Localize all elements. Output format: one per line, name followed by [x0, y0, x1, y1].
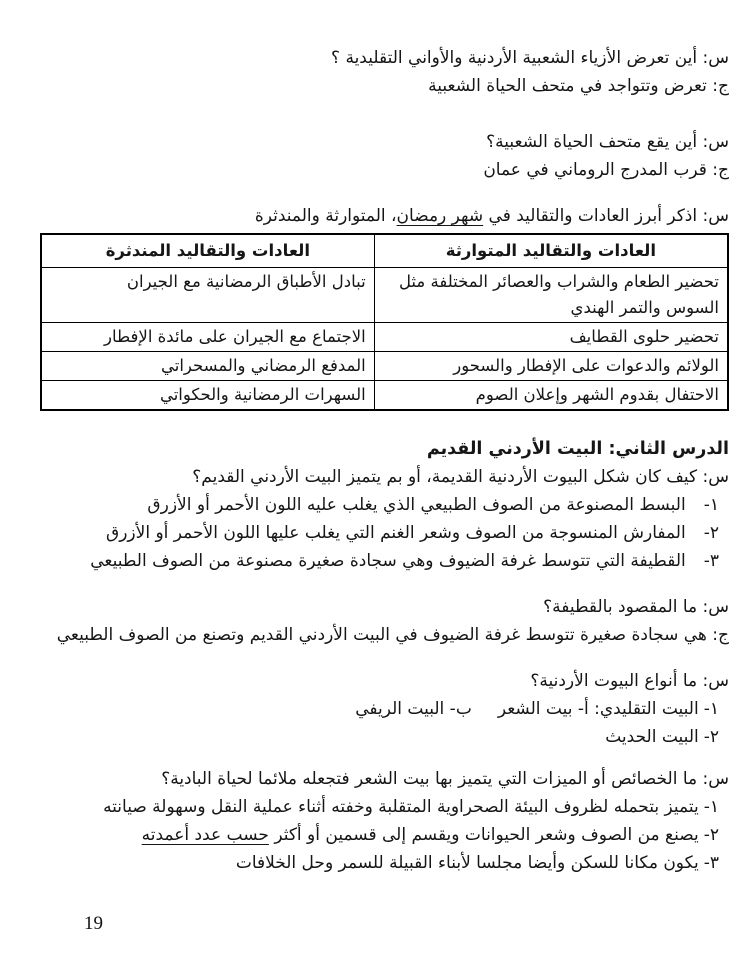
table-row	[41, 268, 728, 323]
list-item	[40, 519, 729, 547]
qa-block-qatifa	[40, 593, 729, 649]
question-2: س: أين يقع متحف الحياة الشعبية؟	[486, 132, 729, 152]
question-3-underlined: شهر رمضان	[396, 206, 484, 226]
table-row	[41, 381, 728, 411]
list-item	[40, 821, 729, 849]
list-item	[40, 723, 729, 751]
qa-block-bait-shaar-features	[40, 765, 729, 877]
question-6: س: ما أنواع البيوت الأردنية؟	[530, 671, 729, 691]
question-1: س: أين تعرض الأزياء الشعبية الأردنية والأواني التقليدية ؟	[331, 48, 729, 68]
table-cell: تحضير حلوى القطايف	[374, 323, 728, 352]
item-number: ٢-	[703, 727, 719, 747]
table-cell: تحضير الطعام والشراب والعصائر المختلفة مثل السوس والتمر الهندي	[374, 268, 728, 323]
item-number: ٢-	[703, 523, 719, 543]
item-number: ٢-	[703, 825, 719, 845]
traditions-table	[40, 233, 729, 411]
table-header-extinct: العادات والتقاليد المندثرة	[41, 234, 374, 268]
table-cell: الولائم والدعوات على الإفطار والسحور	[374, 352, 728, 381]
list-item	[40, 793, 729, 821]
table-row	[41, 352, 728, 381]
qa-block-museum-location	[40, 128, 729, 184]
item-text: يتميز بتحمله لظروف البيئة الصحراوية المتقلبة وخفته أثناء عملية النقل وسهولة صيانته	[103, 797, 699, 817]
item-text: البيت التقليدي: أ- بيت الشعر	[497, 699, 699, 719]
table-header-inherited: العادات والتقاليد المتوارثة	[374, 234, 728, 268]
question-3-before: س: اذكر أبرز العادات والتقاليد في	[483, 206, 729, 226]
qa-block-old-house-shape	[40, 463, 729, 575]
table-header-row	[41, 234, 728, 268]
question-3	[40, 202, 729, 230]
item-text-2: ب- البيت الريفي	[355, 699, 472, 719]
item-text: المفارش المنسوجة من الصوف وشعر الغنم التي يغلب عليها اللون الأحمر أو الأزرق	[106, 523, 686, 543]
qa-block-house-types	[40, 667, 729, 751]
item-text: البيت الحديث	[605, 727, 699, 747]
list-item	[40, 849, 729, 877]
qa-block-museum-display	[40, 44, 729, 100]
item-text: القطيفة التي تتوسط غرفة الضيوف وهي سجادة صغيرة مصنوعة من الصوف الطبيعي	[90, 551, 686, 571]
question-3-after: ، المتوارثة والمندثرة	[254, 206, 397, 226]
question-5: س: ما المقصود بالقطيفة؟	[543, 597, 729, 617]
question-7: س: ما الخصائص أو الميزات التي يتميز بها بيت الشعر فتجعله ملائما لحياة البادية؟	[161, 769, 729, 789]
item-text: يكون مكانا للسكن وأيضا مجلسا لأبناء القبيلة للسمر وحل الخلافات	[235, 853, 699, 873]
item-number: ١-	[703, 699, 719, 719]
table-cell: المدفع الرمضاني والمسحراتي	[41, 352, 374, 381]
table-row	[41, 323, 728, 352]
item-text-before: يصنع من الصوف وشعر الحيوانات ويقسم إلى قسمين أو أكثر	[268, 825, 699, 845]
item-text-underlined: حسب عدد أعمدته	[141, 825, 269, 845]
question-4: س: كيف كان شكل البيوت الأردنية القديمة، أو بم يتميز البيت الأردني القديم؟	[192, 467, 729, 487]
answer-5: ج: هي سجادة صغيرة تتوسط غرفة الضيوف في البيت الأردني القديم وتصنع من الصوف الطبيعي	[56, 625, 729, 645]
list-item	[40, 491, 729, 519]
list-item	[40, 695, 729, 723]
item-number: ١-	[703, 495, 719, 515]
item-number: ٣-	[703, 853, 719, 873]
answer-1: ج: تعرض وتتواجد في متحف الحياة الشعبية	[428, 76, 729, 96]
page-number: 19	[84, 913, 103, 934]
table-cell: تبادل الأطباق الرمضانية مع الجيران	[41, 268, 374, 323]
table-cell: السهرات الرمضانية والحكواتي	[41, 381, 374, 411]
list-item	[40, 547, 729, 575]
item-number: ٣-	[703, 551, 719, 571]
table-cell: الاجتماع مع الجيران على مائدة الإفطار	[41, 323, 374, 352]
lesson-2-heading: الدرس الثاني: البيت الأردني القديم	[426, 439, 729, 459]
item-number: ١-	[703, 797, 719, 817]
table-cell: الاحتفال بقدوم الشهر وإعلان الصوم	[374, 381, 728, 411]
item-text: البسط المصنوعة من الصوف الطبيعي الذي يغلب عليه اللون الأحمر أو الأزرق	[147, 495, 686, 515]
answer-2: ج: قرب المدرج الروماني في عمان	[483, 160, 729, 180]
